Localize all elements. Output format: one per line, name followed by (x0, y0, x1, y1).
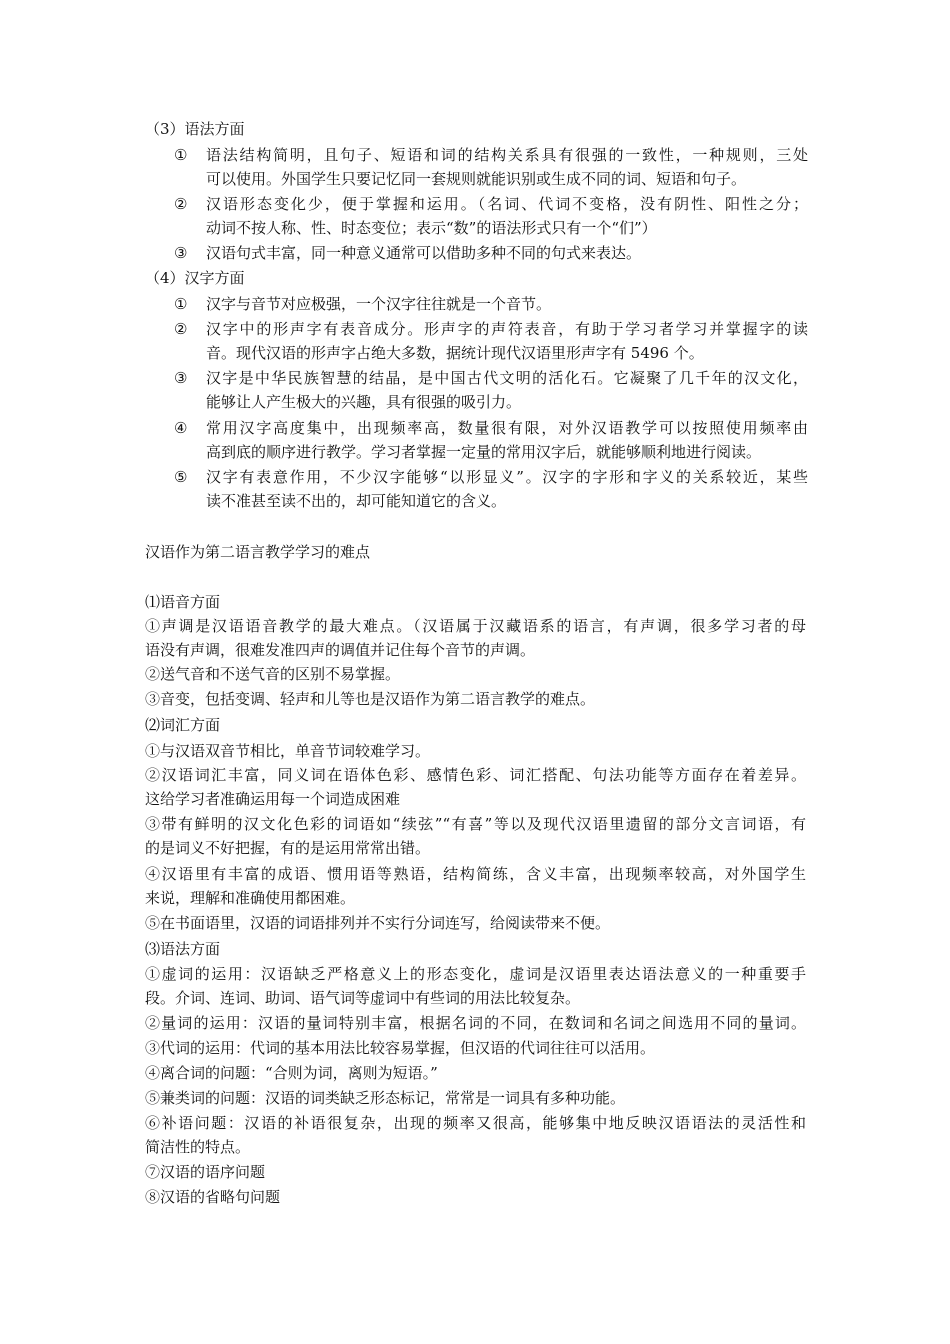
list-marker: ④ (174, 419, 188, 437)
list-item-line: 汉语句式丰富，同一种意义通常可以借助多种不同的句式来表达。 (206, 244, 642, 262)
paragraph-line: ②量词的运用：汉语的量词特别丰富，根据名词的不同，在数词和名词之间选用不同的量词。 (145, 1014, 806, 1032)
paragraph-line: ②汉语词汇丰富，同义词在语体色彩、感情色彩、词汇搭配、句法功能等方面存在着差异。 (145, 766, 806, 784)
paragraph-line: ⑥补语问题：汉语的补语很复杂，出现的频率又很高，能够集中地反映汉语语法的灵活性和 (145, 1114, 806, 1132)
paragraph-line: 来说，理解和准确使用都困难。 (145, 889, 356, 907)
list-marker: ② (174, 195, 188, 213)
paragraph-line: ③带有鲜明的汉文化色彩的词语如“续弦”“有喜”等以及现代汉语里遗留的部分文言词语，有 (145, 815, 806, 833)
list-item-line: 音。现代汉语的形声字占绝大多数，据统计现代汉语里形声字有 5496 个。 (206, 344, 704, 362)
grammar-heading: （3）语法方面 (145, 120, 245, 138)
list-item-line: 常用汉字高度集中，出现频率高，数量很有限，对外汉语教学可以按照使用频率由 (206, 419, 808, 437)
list-item-line: 读不准甚至读不出的，却可能知道它的含义。 (206, 492, 507, 510)
paragraph-line: ⑤兼类词的问题：汉语的词类缺乏形态标记，常常是一词具有多种功能。 (145, 1089, 626, 1107)
list-marker: ⑤ (174, 468, 188, 486)
characters-heading: （4）汉字方面 (145, 269, 245, 287)
vocabulary-heading: ⑵词汇方面 (145, 716, 221, 734)
list-item-line: 语法结构简明，且句子、短语和词的结构关系具有很强的一致性，一种规则，三处 (206, 146, 808, 164)
list-item-line: 汉语形态变化少，便于掌握和运用。（名词、代词不变格，没有阴性、阳性之分； (206, 195, 808, 213)
list-marker: ① (174, 295, 188, 313)
paragraph-line: ⑦汉语的语序问题 (145, 1163, 266, 1181)
paragraph-line: ⑤在书面语里，汉语的词语排列并不实行分词连写，给阅读带来不便。 (145, 914, 611, 932)
list-item-line: 高到底的顺序进行教学。学习者掌握一定量的常用汉字后，就能够顺利地进行阅读。 (206, 443, 762, 461)
list-marker: ③ (174, 244, 188, 262)
paragraph-line: 这给学习者准确运用每一个词造成困难 (145, 790, 401, 808)
paragraph-line: ④离合词的问题：“合则为词，离则为短语。” (145, 1064, 438, 1082)
grammar-difficulties-heading: ⑶语法方面 (145, 940, 221, 958)
paragraph-line: 语没有声调，很难发准四声的调值并记住每个音节的声调。 (145, 641, 536, 659)
paragraph-line: ④汉语里有丰富的成语、惯用语等熟语，结构简练，含义丰富，出现频率较高，对外国学生 (145, 865, 806, 883)
list-item-line: 汉字有表意作用，不少汉字能够“以形显义”。汉字的字形和字义的关系较近，某些 (206, 468, 808, 486)
paragraph-line: ③音变，包括变调、轻声和儿等也是汉语作为第二语言教学的难点。 (145, 690, 596, 708)
paragraph-line: ③代词的运用：代词的基本用法比较容易掌握，但汉语的代词往往可以活用。 (145, 1039, 656, 1057)
list-item-line: 能够让人产生极大的兴趣，具有很强的吸引力。 (206, 393, 522, 411)
list-item-line: 汉字与音节对应极强，一个汉字往往就是一个音节。 (206, 295, 552, 313)
paragraph-line: ⑧汉语的省略句问题 (145, 1188, 281, 1206)
paragraph-line: 的是词义不好把握，有的是运用常常出错。 (145, 839, 431, 857)
paragraph-line: 段。介词、连词、助词、语气词等虚词中有些词的用法比较复杂。 (145, 989, 581, 1007)
paragraph-line: ①与汉语双音节相比，单音节词较难学习。 (145, 742, 431, 760)
list-item-line: 汉字中的形声字有表音成分。形声字的声符表音，有助于学习者学习并掌握字的读 (206, 320, 808, 338)
list-marker: ③ (174, 369, 188, 387)
paragraph-line: 简洁性的特点。 (145, 1138, 251, 1156)
phonetics-heading: ⑴语音方面 (145, 593, 221, 611)
paragraph-line: ①虚词的运用：汉语缺乏严格意义上的形态变化，虚词是汉语里表达语法意义的一种重要手 (145, 965, 806, 983)
paragraph-line: ①声调是汉语语音教学的最大难点。（汉语属于汉藏语系的语言，有声调，很多学习者的母 (145, 617, 806, 635)
section-title: 汉语作为第二语言教学学习的难点 (145, 543, 371, 561)
list-marker: ② (174, 320, 188, 338)
paragraph-line: ②送气音和不送气音的区别不易掌握。 (145, 665, 401, 683)
list-marker: ① (174, 146, 188, 164)
list-item-line: 汉字是中华民族智慧的结晶，是中国古代文明的活化石。它凝聚了几千年的汉文化， (206, 369, 808, 387)
list-item-line: 动词不按人称、性、时态变位；表示“数”的语法形式只有一个“们”） (206, 219, 657, 237)
list-item-line: 可以使用。外国学生只要记忆同一套规则就能识别或生成不同的词、短语和句子。 (206, 170, 747, 188)
